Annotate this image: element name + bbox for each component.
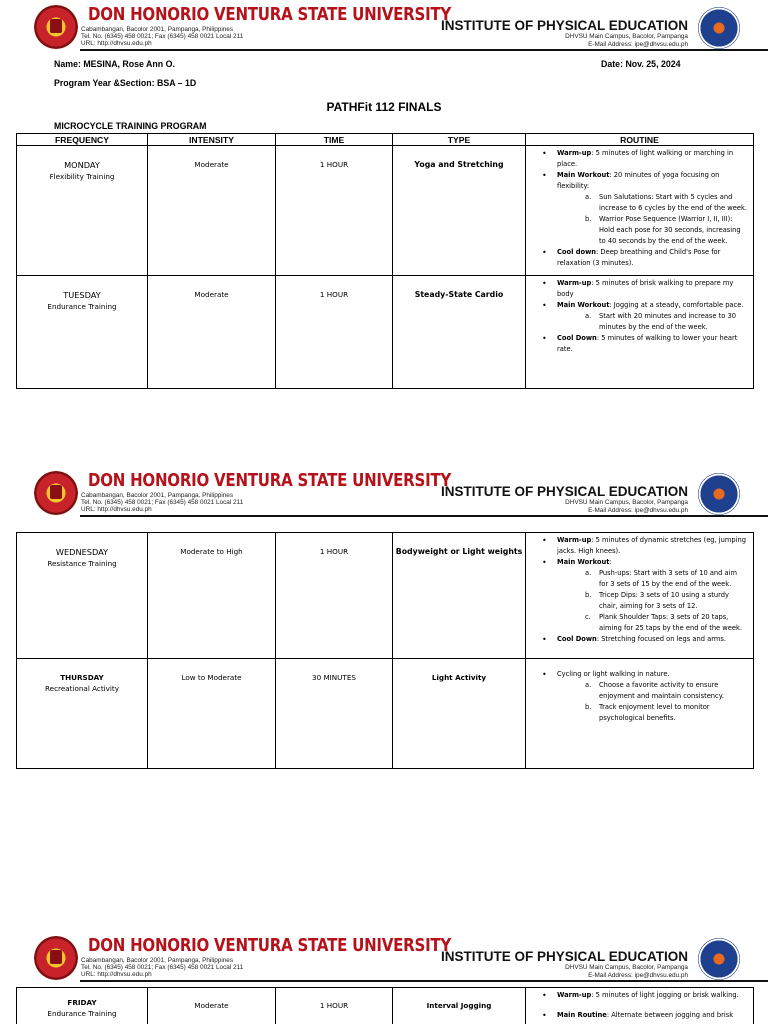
routine-cell: [526, 276, 754, 389]
institute-email: E-Mail Address: ipe@dhvsu.edu.ph: [588, 507, 688, 514]
sub-list-item: a. Sun Salutations: Start with 5 cycles and increase to 6 cycles by the end of the week.: [585, 193, 747, 212]
letterhead-1: [0, 2, 768, 54]
university-seal-icon: [34, 936, 78, 980]
list-item: • Cycling or light walking in nature. a. Choose a favorite activity to ensure enjoyment and maintain consistency. b. Track enjoyment level to monitor psychological benefits.: [530, 669, 747, 724]
program-section: Program Year &Section: BSA – 1D: [54, 78, 197, 88]
table-header-row: [17, 134, 754, 146]
list-item: • Main Workout: 20 minutes of yoga focusing on flexibility: a. Sun Salutations: Start with 5 cycles and increase to 6 cycles by the end of the week. b. Warrior Pose Sequence (Warrior I, II, III): Hold each pose for 30 seconds, increasing to 40 seconds by the end of the week.: [530, 170, 747, 247]
day-label: THURSDAY: [60, 673, 104, 682]
institute-campus: DHVSU Main Campus, Bacolor, Pampanga: [565, 33, 688, 40]
sub-list-item: a. Choose a favorite activity to ensure enjoyment and maintain consistency.: [585, 681, 724, 700]
university-address: Cabambangan, Bacolor 2001, Pampanga, Philippines: [81, 26, 234, 33]
type-cell: Yoga and Stretching: [393, 146, 526, 276]
page-title: PATHFit 112 FINALS: [326, 100, 442, 114]
list-item: • Warm-up: 5 minutes of brisk walking to prepare my body: [530, 278, 747, 300]
list-item: • Warm-up: 5 minutes of light jogging or brisk walking.: [530, 990, 747, 1001]
time-cell: 1 HOUR: [276, 533, 393, 659]
training-table-2: [16, 532, 754, 769]
sub-list-item: a. Push-ups: Start with 3 sets of 10 and aim for 3 sets of 15 by the end of the week.: [585, 569, 738, 588]
time-cell: 1 HOUR: [276, 276, 393, 389]
table-row: [17, 659, 754, 769]
training-table-3: [16, 987, 754, 1024]
day-label: TUESDAY: [63, 290, 101, 300]
university-seal-icon: [34, 471, 78, 515]
routine-cell: [526, 659, 754, 769]
header-rule: [80, 515, 768, 517]
routine-cell: [526, 533, 754, 659]
student-name: Name: MESINA, Rose Ann O.: [54, 59, 175, 69]
list-item: • Cool Down: 5 minutes of walking to lower your heart rate.: [530, 333, 747, 355]
program-title: MICROCYCLE TRAINING PROGRAM: [54, 121, 207, 131]
university-seal-icon: [34, 5, 78, 49]
header-frequency: FREQUENCY: [17, 134, 148, 146]
frequency-cell: [17, 988, 148, 1024]
university-tel: Tel. No. (6345) 458 0021; Fax (6345) 458 0021 Local 211: [81, 33, 244, 40]
header-time: TIME: [276, 134, 393, 146]
intensity-cell: Moderate: [148, 276, 276, 389]
frequency-cell: [17, 146, 148, 276]
letterhead-2: [0, 468, 768, 520]
university-url: URL: http://dhvsu.edu.ph: [81, 506, 152, 513]
list-item: • Main Workout: a. Push-ups: Start with 3 sets of 10 and aim for 3 sets of 15 by the end of the week. b. Tricep Dips: 3 sets of 10 using a sturdy chair, aiming for 3 sets of 12. c. Plank Shoulder Taps: 3 sets of 20 taps, aiming for 25 taps by the end of the week.: [530, 557, 747, 634]
day-label: MONDAY: [64, 160, 100, 170]
sub-list-item: a. Start with 20 minutes and increase to 30 minutes by the end of the week.: [585, 312, 736, 331]
type-cell: Interval Jogging: [393, 988, 526, 1024]
letterhead-3: [0, 933, 768, 985]
training-type-label: Endurance Training: [47, 1009, 117, 1018]
header-rule: [80, 49, 768, 51]
university-name: DON HONORIO VENTURA STATE UNIVERSITY: [88, 936, 452, 956]
training-type-label: Endurance Training: [47, 302, 117, 311]
institute-name: INSTITUTE OF PHYSICAL EDUCATION: [440, 18, 688, 33]
university-name: DON HONORIO VENTURA STATE UNIVERSITY: [88, 5, 452, 25]
university-tel: Tel. No. (6345) 458 0021; Fax (6345) 458 0021 Local 211: [81, 964, 244, 971]
routine-cell: [526, 146, 754, 276]
institute-logo-icon: [698, 7, 740, 49]
training-type-label: Flexibility Training: [49, 172, 115, 181]
type-cell: Light Activity: [393, 659, 526, 769]
time-cell: 1 HOUR: [276, 146, 393, 276]
day-label: WEDNESDAY: [55, 547, 109, 557]
header-type: TYPE: [393, 134, 526, 146]
university-address: Cabambangan, Bacolor 2001, Pampanga, Philippines: [81, 492, 234, 499]
university-url: URL: http://dhvsu.edu.ph: [81, 971, 152, 978]
training-type-label: Recreational Activity: [44, 684, 119, 693]
header-routine: ROUTINE: [526, 134, 754, 146]
type-cell: Steady-State Cardio: [393, 276, 526, 389]
training-table-1: [16, 133, 754, 389]
university-address: Cabambangan, Bacolor 2001, Pampanga, Philippines: [81, 957, 234, 964]
institute-logo-icon: [698, 938, 740, 980]
list-item: • Main Workout: Jogging at a steady, comfortable pace. a. Start with 20 minutes and increase to 30 minutes by the end of the week.: [530, 300, 747, 333]
date-label: Date: Nov. 25, 2024: [601, 59, 681, 69]
intensity-cell: Moderate: [148, 988, 276, 1024]
sub-list-item: b. Track enjoyment level to monitor psychological benefits.: [585, 703, 710, 722]
list-item: • Cool down: Deep breathing and Child's Pose for relaxation (3 minutes).: [530, 247, 747, 269]
time-cell: 30 MINUTES: [276, 659, 393, 769]
institute-logo-icon: [698, 473, 740, 515]
header-intensity: INTENSITY: [148, 134, 276, 146]
table-row: [17, 533, 754, 659]
institute-name: INSTITUTE OF PHYSICAL EDUCATION: [440, 484, 688, 499]
intensity-cell: Moderate to High: [148, 533, 276, 659]
sub-list-item: b. Tricep Dips: 3 sets of 10 using a sturdy chair, aiming for 3 sets of 12.: [585, 591, 729, 610]
frequency-cell: [17, 533, 148, 659]
frequency-cell: [17, 659, 148, 769]
university-name: DON HONORIO VENTURA STATE UNIVERSITY: [88, 471, 452, 491]
university-tel: Tel. No. (6345) 458 0021; Fax (6345) 458 0021 Local 211: [81, 499, 244, 506]
header-rule: [80, 980, 768, 982]
table-row: [17, 276, 754, 389]
list-item: • Warm-up: 5 minutes of dynamic stretches (eg, jumping jacks. High knees).: [530, 535, 747, 557]
table-row: [17, 146, 754, 276]
institute-email: E-Mail Address: ipe@dhvsu.edu.ph: [588, 972, 688, 979]
intensity-cell: Moderate: [148, 146, 276, 276]
sub-list-item: c. Plank Shoulder Taps: 3 sets of 20 taps, aiming for 25 taps by the end of the week.: [585, 613, 742, 632]
university-url: URL: http://dhvsu.edu.ph: [81, 40, 152, 47]
list-item: • Cool Down: Stretching focused on legs and arms.: [530, 634, 747, 645]
institute-campus: DHVSU Main Campus, Bacolor, Pampanga: [565, 499, 688, 506]
institute-campus: DHVSU Main Campus, Bacolor, Pampanga: [565, 964, 688, 971]
routine-cell: [526, 988, 754, 1024]
type-cell: Bodyweight or Light weights: [393, 533, 526, 659]
institute-name: INSTITUTE OF PHYSICAL EDUCATION: [440, 949, 688, 964]
list-item: • Main Routine: Alternate between jogging and brisk: [530, 1010, 747, 1021]
table-row: [17, 988, 754, 1024]
list-item: • Warm-up: 5 minutes of light walking or marching in place.: [530, 148, 747, 170]
day-label: FRIDAY: [67, 998, 97, 1007]
institute-email: E-Mail Address: ipe@dhvsu.edu.ph: [588, 41, 688, 48]
frequency-cell: [17, 276, 148, 389]
sub-list-item: b. Warrior Pose Sequence (Warrior I, II, III): Hold each pose for 30 seconds, increasing to 40 seconds by the end of the week.: [585, 215, 741, 245]
training-type-label: Resistance Training: [47, 559, 117, 568]
time-cell: 1 HOUR: [276, 988, 393, 1024]
intensity-cell: Low to Moderate: [148, 659, 276, 769]
